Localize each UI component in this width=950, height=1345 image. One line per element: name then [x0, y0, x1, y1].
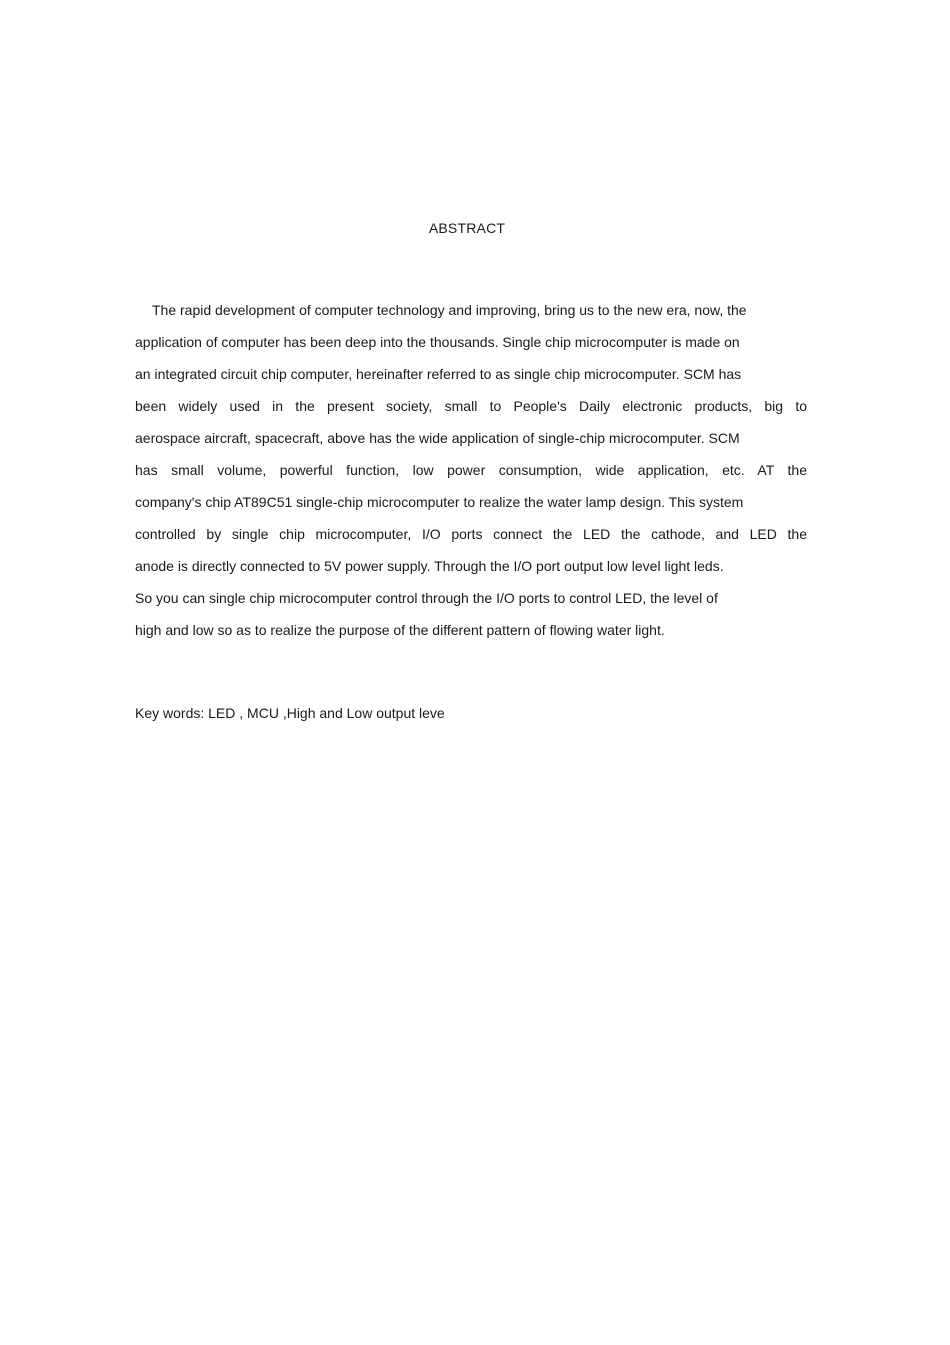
- abstract-line: high and low so as to realize the purpose of the different pattern of flowing water light.: [135, 622, 665, 638]
- abstract-line: aerospace aircraft, spacecraft, above has the wide application of single-chip microcomputer. SCM: [135, 430, 740, 446]
- abstract-title: ABSTRACT: [428, 220, 506, 236]
- abstract-line: controlled by single chip microcomputer, I/O ports connect the LED the cathode, and LED the: [135, 526, 807, 542]
- keywords-line: Key words: LED , MCU ,High and Low output leve: [135, 705, 445, 721]
- abstract-line: The rapid development of computer technology and improving, bring us to the new era, now, the: [152, 302, 747, 318]
- abstract-line: an integrated circuit chip computer, hereinafter referred to as single chip microcomputer. SCM has: [135, 366, 742, 382]
- abstract-body: [135, 296, 807, 648]
- abstract-line: application of computer has been deep into the thousands. Single chip microcomputer is made on: [135, 334, 740, 350]
- abstract-line: has small volume, powerful function, low power consumption, wide application, etc. AT the: [135, 462, 807, 478]
- abstract-line: company's chip AT89C51 single-chip microcomputer to realize the water lamp design. This system: [135, 494, 744, 510]
- abstract-line: been widely used in the present society, small to People's Daily electronic products, big to: [135, 398, 807, 414]
- abstract-line: anode is directly connected to 5V power supply. Through the I/O port output low level light leds.: [135, 558, 724, 574]
- abstract-line: So you can single chip microcomputer control through the I/O ports to control LED, the level of: [135, 590, 718, 606]
